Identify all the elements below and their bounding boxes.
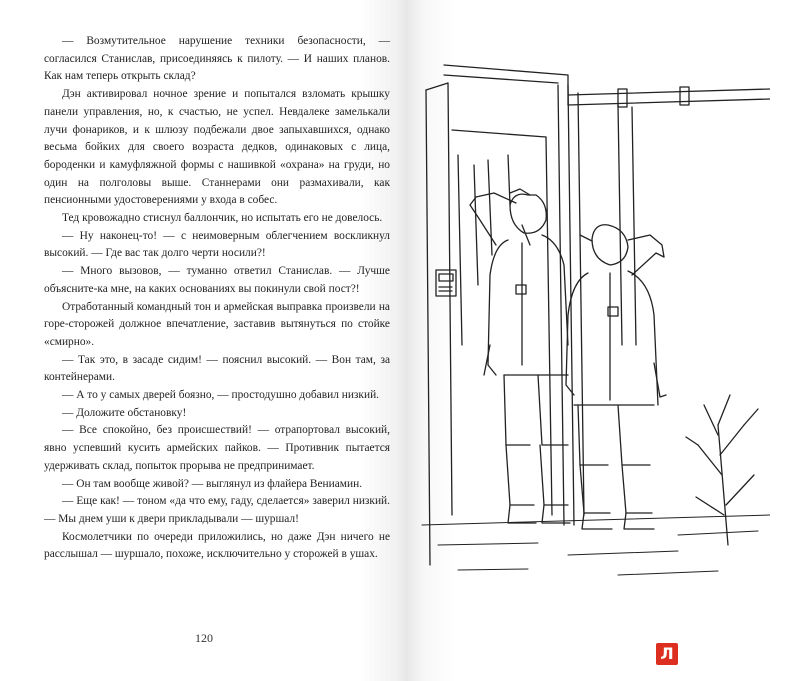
paragraph: — Еще как! — тоном «да что ему, гаду, сделается» заверил низкий. — Мы днем уши к двери прикладывали — шуршал! (44, 495, 390, 525)
paragraph: — Все спокойно, без происшествий! — отрапортовал высокий, явно успевший кусить армейских пайков. — Противник пытается удерживать склад, попыток прорыва не предпринимает. (44, 424, 390, 472)
paragraph: Дэн активировал ночное зрение и попытался взломать крышку панели управления, но, к счастью, не успел. Невдалеке замелькали лучи фонариков, и к шлюзу подбежали двое запыхавшихся, однако весьма бойких для своего возраста дедков, одинаковых с лица, бороденки и камуфляжной формы с нашивкой «охрана» на груди, но один на полголовы выше. Станнерами они размахивали, как пенсионными удостоверениями у входа в собес. (44, 88, 390, 207)
control-panel-drawing (436, 270, 456, 296)
paragraph: Тед кровожадно стиснул баллончик, но испытать его не довелось. (62, 212, 383, 225)
pipe-drawing (444, 65, 770, 107)
paragraph: — А то у самых дверей боязно, — простодушно добавил низкий. (62, 389, 380, 402)
publisher-logo-badge: Л (656, 643, 678, 665)
tall-guard-drawing (470, 189, 570, 523)
paragraph: — Так это, в засаде сидим! — пояснил высокий. — Вон там, за контейнерами. (44, 353, 390, 384)
paragraph: — Доложите обстановку! (62, 406, 187, 419)
page-number: 120 (195, 631, 213, 645)
shrub-drawing (686, 395, 758, 545)
paragraph: — Много вызовов, — туманно ответил Станислав. — Лучше объясните-ка мне, на каких основаниях вы покинули свой пост?! (44, 265, 390, 295)
paragraph: Космолетчики по очереди приложились, но даже Дэн ничего не расслышал — шуршало, похоже, исключительно у сторожей в ушах. (44, 530, 390, 561)
paragraph: — Возмутительное нарушение техники безопасности, — согласился Станислав, присоединяясь к пилоту. — И наших планов. Как нам теперь открыть склад? (44, 35, 390, 83)
illustration-saluting-guards (418, 45, 770, 620)
body-text (44, 33, 390, 564)
paragraph: — Ну наконец-то! — с неимоверным облегчением воскликнул высокий. — Где вас так долго черти носили?! (44, 229, 390, 260)
paragraph: Отработанный командный тон и армейская выправка произвели на горе-сторожей должное впечатление, заставив вытянуться по стойке «смирно». (44, 300, 390, 348)
ground-drawing (422, 515, 770, 575)
paragraph: — Он там вообще живой? — выглянул из флайера Вениамин. (62, 477, 363, 490)
door-frame-drawing (426, 83, 636, 565)
